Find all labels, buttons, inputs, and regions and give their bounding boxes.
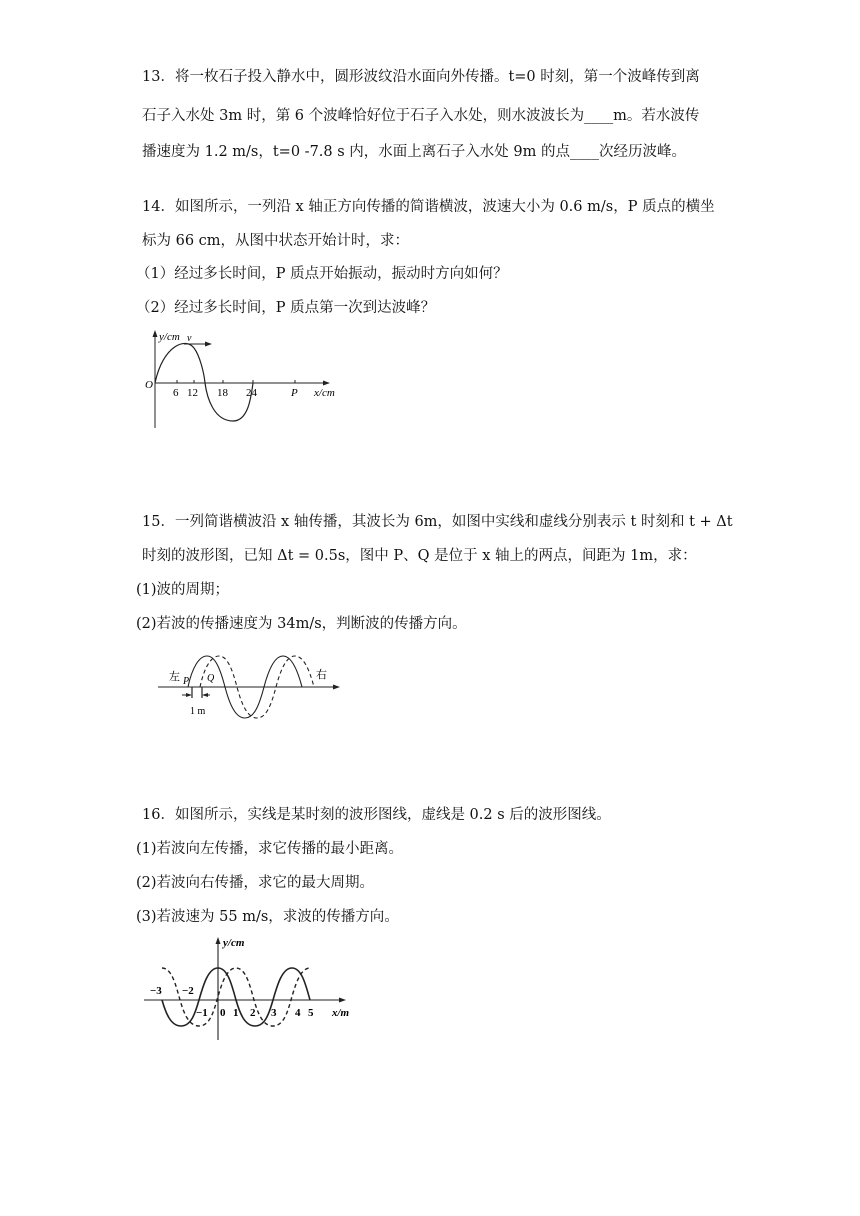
q16-part-3: (3)若波速为 55 m/s，求波的传播方向。 xyxy=(136,909,399,925)
q15-p-label: P xyxy=(183,676,190,687)
q14-tick-18: 18 xyxy=(217,387,228,399)
q14-part-2: （2）经过多长时间，P 质点第一次到达波峰？ xyxy=(136,300,436,316)
q13-line-2: 石子入水处 3m 时，第 6 个波峰恰好位于石子入水处，则水波波长为____m。若水波传 xyxy=(142,108,700,124)
q14-origin-label: O xyxy=(145,379,153,391)
q14-tick-6: 6 xyxy=(173,387,179,399)
q14-tick-24: 24 xyxy=(246,387,257,399)
q16-wave-figure xyxy=(140,932,360,1044)
q15-distance-label: 1 m xyxy=(190,706,206,717)
q16-part-2: (2)若波向右传播，求它的最大周期。 xyxy=(136,875,375,891)
q14-line-1: 14．如图所示，一列沿 x 轴正方向传播的简谐横波，波速大小为 0.6 m/s，P 质点的横坐 xyxy=(142,199,715,215)
q16-tick-1: 1 xyxy=(233,1007,239,1019)
q13-line-1: 13．将一枚石子投入静水中，圆形波纹沿水面向外传播。t=0 时刻，第一个波峰传到离 xyxy=(142,69,700,85)
q16-y-axis-arrow xyxy=(216,937,221,944)
q14-x-axis-arrow xyxy=(323,381,330,386)
q13-line-3: 播速度为 1.2 m/s，t=0 -7.8 s 内，水面上离石子入水处 9m 的点____次经历波峰。 xyxy=(142,144,686,160)
q16-x-label: x/m xyxy=(332,1007,350,1019)
q14-v-label: v xyxy=(187,333,192,344)
q16-tick-neg2: −2 xyxy=(182,985,194,997)
q16-tick-5: 5 xyxy=(308,1007,314,1019)
q15-left-label: 左 xyxy=(169,671,180,683)
q15-line-1: 15．一列简谐横波沿 x 轴传播，其波长为 6m，如图中实线和虚线分别表示 t 时刻和 t + Δt xyxy=(142,514,733,530)
q14-wave-curve xyxy=(155,343,253,421)
q14-y-label: y/cm xyxy=(159,331,180,343)
q16-y-label: y/cm xyxy=(223,937,245,949)
q14-line-2: 标为 66 cm，从图中状态开始计时，求： xyxy=(142,233,410,249)
q16-tick-neg3: −3 xyxy=(150,985,162,997)
q15-x-axis-arrow xyxy=(333,685,340,690)
q16-tick-neg1: −1 xyxy=(196,1007,208,1019)
q14-tick-12: 12 xyxy=(187,387,198,399)
q15-part-1: (1)波的周期； xyxy=(136,582,230,598)
q16-tick-4: 4 xyxy=(295,1007,301,1019)
q14-p-label: P xyxy=(291,387,298,399)
q15-line-2: 时刻的波形图，已知 Δt = 0.5s，图中 P、Q 是位于 x 轴上的两点，间距为 1m，求： xyxy=(142,548,697,564)
q14-velocity-arrowhead xyxy=(205,342,212,347)
q15-right-label: 右 xyxy=(316,669,327,681)
q16-part-1: (1)若波向左传播，求它传播的最小距离。 xyxy=(136,841,404,857)
q14-wave-figure xyxy=(140,328,360,432)
q14-x-label: x/cm xyxy=(314,387,335,399)
q16-tick-0: 0 xyxy=(220,1007,226,1019)
q16-line-1: 16．如图所示，实线是某时刻的波形图线，虚线是 0.2 s 后的波形图线。 xyxy=(142,807,611,823)
q14-y-axis-arrow xyxy=(153,330,158,337)
q16-tick-2: 2 xyxy=(250,1007,256,1019)
q14-part-1: （1）经过多长时间，P 质点开始振动，振动时方向如何？ xyxy=(136,266,508,282)
q15-q-label: Q xyxy=(207,673,215,684)
q16-tick-3: 3 xyxy=(271,1007,277,1019)
q15-part-2: (2)若波的传播速度为 34m/s，判断波的传播方向。 xyxy=(136,616,467,632)
q15-wave-figure xyxy=(150,650,350,722)
q16-x-axis-arrow xyxy=(339,998,346,1003)
